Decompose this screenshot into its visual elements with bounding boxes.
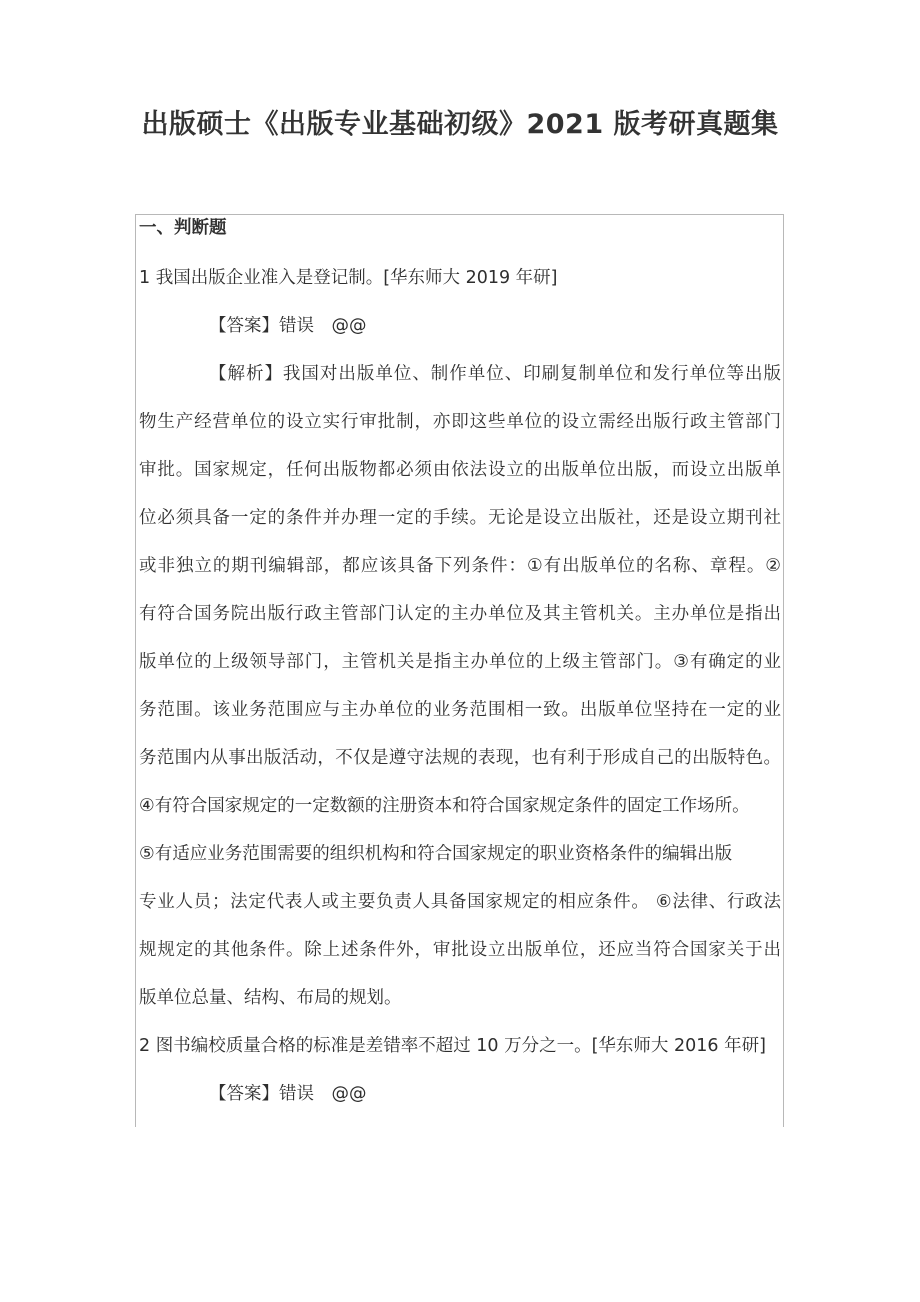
content-body — [139, 216, 781, 1130]
question-1: 1 我国出版企业准入是登记制。[华东师大 2019 年研] — [139, 268, 558, 288]
analysis-line: 务范围内从事出版活动，不仅是遵守法规的表现，也有利于形成自己的出版特色。 — [139, 748, 781, 768]
analysis-line: 务范围。该业务范围应与主办单位的业务范围相一致。出版单位坚持在一定的业 — [139, 700, 781, 720]
analysis-line: 专业人员；法定代表人或主要负责人具备国家规定的相应条件。 ⑥法律、行政法 — [139, 892, 781, 912]
analysis-line: 版单位总量、结构、布局的规划。 — [139, 988, 402, 1008]
analysis-line: 审批。国家规定，任何出版物都必须由依法设立的出版单位出版，而设立出版单 — [139, 460, 781, 480]
analysis-1 — [139, 362, 781, 1034]
analysis-line: 版单位的上级领导部门，主管机关是指主办单位的上级主管部门。③有确定的业 — [139, 652, 781, 672]
analysis-line: ⑤有适应业务范围需要的组织机构和符合国家规定的职业资格条件的编辑出版 — [139, 844, 733, 864]
question-2: 2 图书编校质量合格的标准是差错率不超过 10 万分之一。[华东师大 2016 年研] — [139, 1036, 766, 1056]
analysis-line: 有符合国务院出版行政主管部门认定的主办单位及其主管机关。主办单位是指出 — [139, 604, 781, 624]
document-title: 出版硕士《出版专业基础初级》2021 版考研真题集 — [141, 109, 779, 140]
analysis-line: 位必须具备一定的条件并办理一定的手续。无论是设立出版社，还是设立期刊社 — [139, 508, 781, 528]
analysis-line: 物生产经营单位的设立实行审批制，亦即这些单位的设立需经出版行政主管部门 — [139, 412, 781, 432]
answer-1: 【答案】错误 @@ — [209, 316, 367, 336]
section-heading: 一、判断题 — [139, 218, 227, 238]
analysis-line: 或非独立的期刊编辑部，都应该具备下列条件：①有出版单位的名称、章程。② — [139, 556, 781, 576]
analysis-line: ④有符合国家规定的一定数额的注册资本和符合国家规定条件的固定工作场所。 — [139, 796, 750, 816]
analysis-line: 规规定的其他条件。除上述条件外，审批设立出版单位，还应当符合国家关于出 — [139, 940, 781, 960]
answer-2: 【答案】错误 @@ — [209, 1084, 367, 1104]
analysis-line: 【解析】我国对出版单位、制作单位、印刷复制单位和发行单位等出版 — [209, 364, 781, 384]
